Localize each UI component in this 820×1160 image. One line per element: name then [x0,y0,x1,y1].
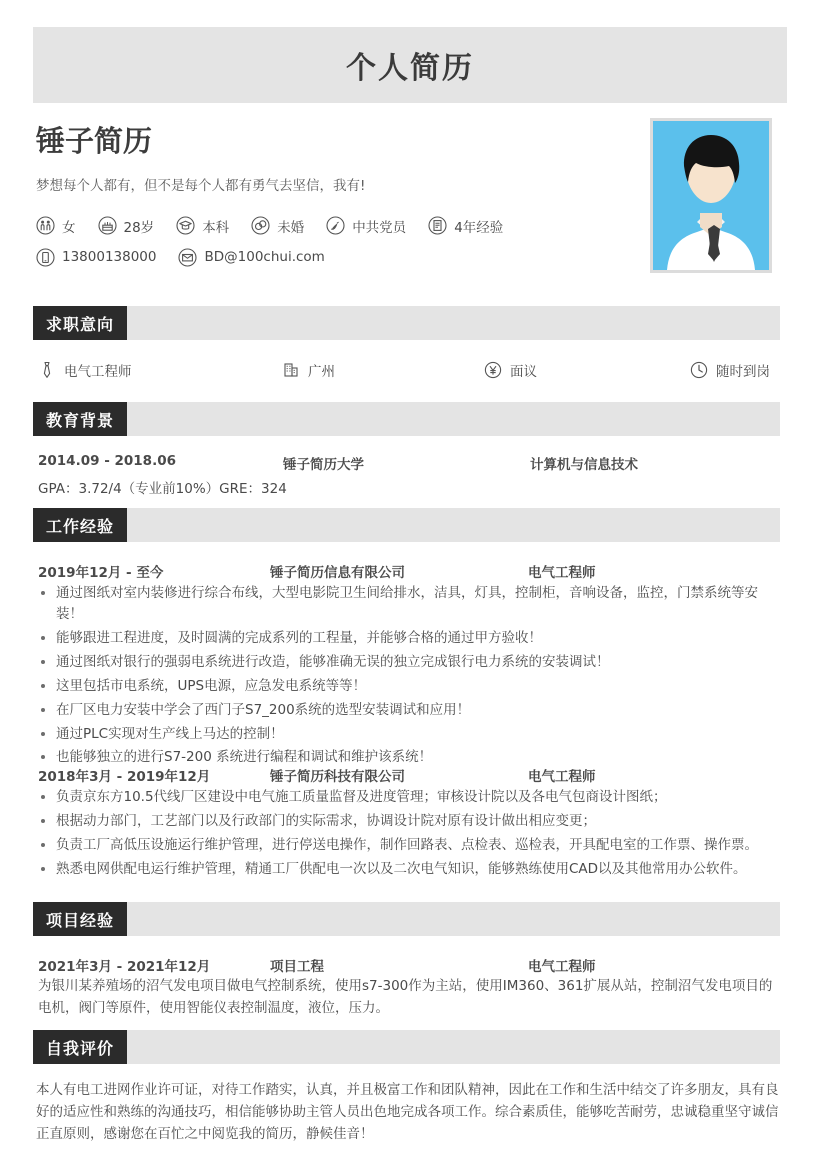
section-title-job-intention: 求职意向 [33,306,127,340]
job-intention-salary [484,360,537,380]
section-title-self-evaluation: 自我评价 [33,1030,127,1064]
education-detail: GPA：3.72/4（专业前10%）GRE：324 [38,481,287,497]
section-bar-self-evaluation [33,1030,780,1064]
work-bullets [38,787,782,883]
identity-block [36,126,636,267]
fact-gender [36,216,76,236]
personal-facts-list [36,216,636,267]
person-name: 锤子简历 [36,124,153,158]
fact-education-value: 本科 [202,219,230,236]
list-item: 能够跟进工程进度，及时圆满的完成系列的工程量，并能够合格的通过甲方验收！ [38,628,782,649]
party-member-icon [326,216,345,235]
education-cap-icon [176,216,195,235]
education-major: 计算机与信息技术 [530,457,638,473]
job-intention-availability [690,360,770,380]
fact-political-status-value: 中共党员 [352,219,407,236]
project-date: 2021年3月 - 2021年12月 [38,959,211,975]
job-intention-row [0,360,790,384]
marital-status-icon [251,216,270,235]
job-intention-city [282,360,335,380]
work-date: 2018年3月 - 2019年12月 [38,769,211,785]
email-icon [178,248,197,267]
job-intention-city-value: 广州 [308,364,335,380]
fact-phone-value: 13800138000 [62,249,157,266]
personal-slogan: 梦想每个人都有，但不是每个人都有勇气去坚信，我有! [36,177,366,194]
building-icon [282,361,300,379]
birthday-cake-icon [98,216,117,235]
fact-age [98,216,155,236]
job-intention-salary-value: 面议 [510,364,537,380]
self-evaluation-text: 本人有电工进网作业许可证，对待工作踏实，认真，并且极富工作和团队精神，因此在工作和生活中结交了许多朋友，具有良好的适应性和熟练的沟通技巧，相信能够协助主管人员出色地完成各项工作。综合素质佳，能够吃苦耐劳，忠诚稳重坚守诚信正直原则，感谢您在百忙之中阅览我的简历，静候佳音！ [36,1082,779,1142]
gender-icon [36,216,55,235]
list-item: 这里包括市电系统，UPS电源，应急发电系统等等！ [38,676,782,697]
fact-email [178,248,324,267]
fact-gender-value: 女 [62,219,76,236]
fact-education [176,216,229,236]
work-date: 2019年12月 - 至今 [38,565,164,581]
work-company: 锤子简历信息有限公司 [270,565,405,581]
work-bullets [38,583,782,771]
list-item: 在厂区电力安装中学会了西门子S7_200系统的选型安装调试和应用！ [38,700,782,721]
section-bar-job-intention [33,306,780,340]
phone-icon [36,248,55,267]
project-role: 电气工程师 [528,959,596,975]
section-bar-education [33,402,780,436]
education-school: 锤子简历大学 [283,457,364,473]
education-date: 2014.09 - 2018.06 [38,453,176,469]
fact-marital-status-value: 未婚 [277,219,305,236]
necktie-icon [38,361,56,379]
job-intention-availability-value: 随时到岗 [716,364,770,380]
experience-icon [428,216,447,235]
work-company: 锤子简历科技有限公司 [270,769,405,785]
list-item: 通过图纸对室内装修进行综合布线，大型电影院卫生间给排水，洁具，灯具，控制柜，音响设备，监控，门禁系统等安装！ [38,583,782,625]
fact-email-value: BD@100chui.com [204,249,325,266]
list-item: 通过图纸对银行的强弱电系统进行改造，能够准确无误的独立完成银行电力系统的安装调试！ [38,652,782,673]
list-item: 通过PLC实现对生产线上马达的控制！ [38,724,782,745]
fact-phone [36,248,156,267]
list-item: 负责京东方10.5代线厂区建设中电气施工质量监督及进度管理；审核设计院以及各电气包商设计图纸； [38,787,782,808]
clock-icon [690,361,708,379]
list-item: 根据动力部门，工艺部门以及行政部门的实际需求，协调设计院对原有设计做出相应变更； [38,811,782,832]
section-bar-work [33,508,780,542]
job-intention-position [38,360,132,380]
section-bar-project [33,902,780,936]
fact-experience [428,216,503,236]
document-title-band [33,27,787,103]
page-title: 个人简历 [346,51,474,86]
yen-icon [484,361,502,379]
fact-experience-value: 4年经验 [454,219,504,236]
fact-political-status [326,216,406,236]
list-item: 负责工厂高低压设施运行维护管理，进行停送电操作，制作回路表、点检表、巡检表，开具配电室的工作票、操作票。 [38,835,782,856]
fact-age-value: 28岁 [123,219,155,236]
project-name: 项目工程 [270,959,324,975]
list-item: 也能够独立的进行S7-200 系统进行编程和调试和维护该系统！ [38,747,782,768]
fact-marital-status [251,216,304,236]
job-intention-position-value: 电气工程师 [64,364,132,380]
section-title-education: 教育背景 [33,402,127,436]
work-role: 电气工程师 [528,769,596,785]
list-item: 熟悉电网供配电运行维护管理，精通工厂供配电一次以及二次电气知识，能够熟练使用CAD以及其他常用办公软件。 [38,859,782,880]
section-title-project: 项目经验 [33,902,127,936]
avatar [650,118,772,273]
work-role: 电气工程师 [528,565,596,581]
section-title-work: 工作经验 [33,508,127,542]
project-description: 为银川某养殖场的沼气发电项目做电气控制系统，使用s7-300作为主站，使用IM360、361扩展从站，控制沼气发电项目的电机，阀门等原件，使用智能仪表控制温度，液位，压力。 [38,978,773,1016]
avatar-illustration [653,121,769,270]
